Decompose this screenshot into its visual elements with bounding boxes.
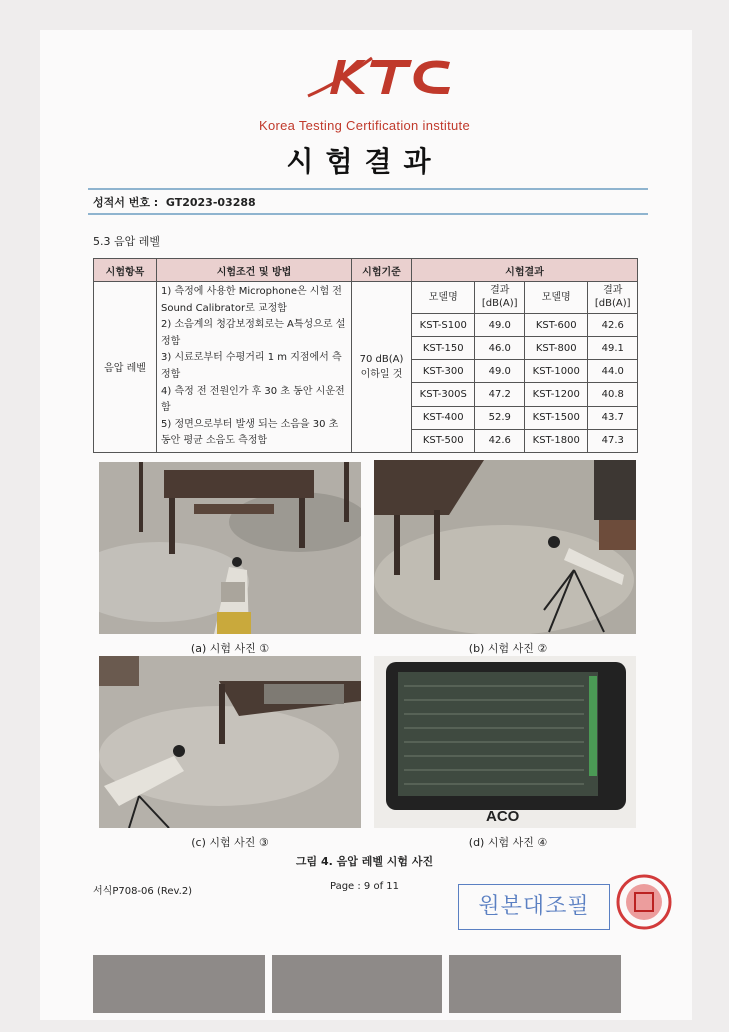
- test-photo-a: [99, 462, 361, 634]
- result-cell: 49.0: [475, 360, 525, 383]
- figure-caption: 그림 4. 음압 레벨 시험 사진: [295, 855, 434, 868]
- result-cell: 42.6: [475, 429, 525, 452]
- model-cell: KST-800: [524, 337, 588, 360]
- test-photo-d: [374, 656, 636, 828]
- model-cell: KST-400: [412, 406, 475, 429]
- result-cell: 42.6: [588, 313, 638, 336]
- result-cell: 40.8: [588, 383, 638, 406]
- condition-5: 5) 정면으로부터 발생 되는 소음을 30 초 동안 평균 소음도 측정함: [161, 418, 339, 447]
- display-brand: ACO: [486, 808, 520, 825]
- security-strip-1: [93, 955, 265, 1013]
- condition-2: 2) 소음계의 청감보정회로는 A특성으로 설정함: [161, 319, 346, 347]
- test-conditions: [157, 282, 352, 453]
- security-strip-3: [449, 955, 621, 1013]
- model-cell: KST-S100: [412, 313, 475, 336]
- security-strip-2: [272, 955, 442, 1013]
- subheader-model-2: 모델명: [524, 282, 588, 314]
- section-title: 5.3 음압 레벨: [93, 235, 160, 248]
- test-criteria: [352, 282, 412, 453]
- photo-caption-c: (c) 시험 사진 ③: [191, 836, 269, 849]
- result-cell: 47.2: [475, 383, 525, 406]
- result-cell: 46.0: [475, 337, 525, 360]
- table-row: [94, 282, 638, 314]
- header-rule-bottom: [88, 213, 648, 215]
- header-condition: 시험조건 및 방법: [157, 259, 352, 282]
- model-cell: KST-500: [412, 429, 475, 452]
- condition-1: 1) 측정에 사용한 Microphone은 시험 전 Sound Calibrator로 교정함: [161, 286, 342, 314]
- criteria-value: 70 dB(A): [359, 353, 404, 365]
- subheader-result-unit: [dB(A)]: [481, 298, 518, 310]
- result-cell: 49.0: [475, 313, 525, 336]
- model-cell: KST-150: [412, 337, 475, 360]
- model-cell: KST-600: [524, 313, 588, 336]
- header-result: 시험결과: [412, 259, 638, 282]
- ktc-logo: [300, 52, 470, 102]
- certified-copy-stamp: 원본대조필: [458, 884, 610, 930]
- model-cell: KST-1200: [524, 383, 588, 406]
- red-seal-icon: [615, 873, 673, 931]
- table-header-row: [94, 259, 638, 282]
- result-cell: 52.9: [475, 406, 525, 429]
- model-cell: KST-1800: [524, 429, 588, 452]
- subheader-model-1: 모델명: [412, 282, 475, 314]
- photo-caption-b: (b) 시험 사진 ②: [468, 642, 548, 655]
- photo-caption-a: (a) 시험 사진 ①: [190, 642, 270, 655]
- header-criteria: 시험기준: [352, 259, 412, 282]
- form-number: 서식P708-06 (Rev.2): [93, 886, 193, 897]
- subheader-result-unit: [dB(A)]: [594, 298, 631, 310]
- subheader-result-label: 결과: [603, 285, 623, 297]
- model-cell: KST-300S: [412, 383, 475, 406]
- result-cell: 49.1: [588, 337, 638, 360]
- test-item: 음압 레벨: [94, 282, 157, 453]
- page-title: 시험결과: [286, 145, 443, 178]
- test-photo-b: [374, 460, 636, 634]
- certificate-label: 성적서 번호 :: [93, 196, 159, 209]
- results-table: [93, 258, 638, 453]
- result-cell: 43.7: [588, 406, 638, 429]
- result-cell: 44.0: [588, 360, 638, 383]
- certificate-number: [93, 194, 256, 210]
- model-cell: KST-1500: [524, 406, 588, 429]
- model-cell: KST-1000: [524, 360, 588, 383]
- criteria-text: 이하일 것: [360, 368, 403, 380]
- header-item: 시험항목: [94, 259, 157, 282]
- logo-subtitle: Korea Testing Certification institute: [258, 118, 471, 133]
- photo-caption-d: (d) 시험 사진 ④: [468, 836, 548, 849]
- model-cell: KST-300: [412, 360, 475, 383]
- condition-3: 3) 시료로부터 수평거리 1 m 지점에서 측정함: [161, 352, 342, 380]
- certificate-value: GT2023-03288: [165, 196, 256, 209]
- page-number: Page : 9 of 11: [329, 881, 400, 892]
- result-cell: 47.3: [588, 429, 638, 452]
- subheader-result-label: 결과: [490, 285, 510, 297]
- subheader-result-2: [588, 282, 638, 314]
- condition-4: 4) 측정 전 전원인가 후 30 초 동안 시운전함: [161, 385, 345, 414]
- header-rule-top: [88, 188, 648, 190]
- test-photo-c: [99, 656, 361, 828]
- subheader-result-1: [475, 282, 525, 314]
